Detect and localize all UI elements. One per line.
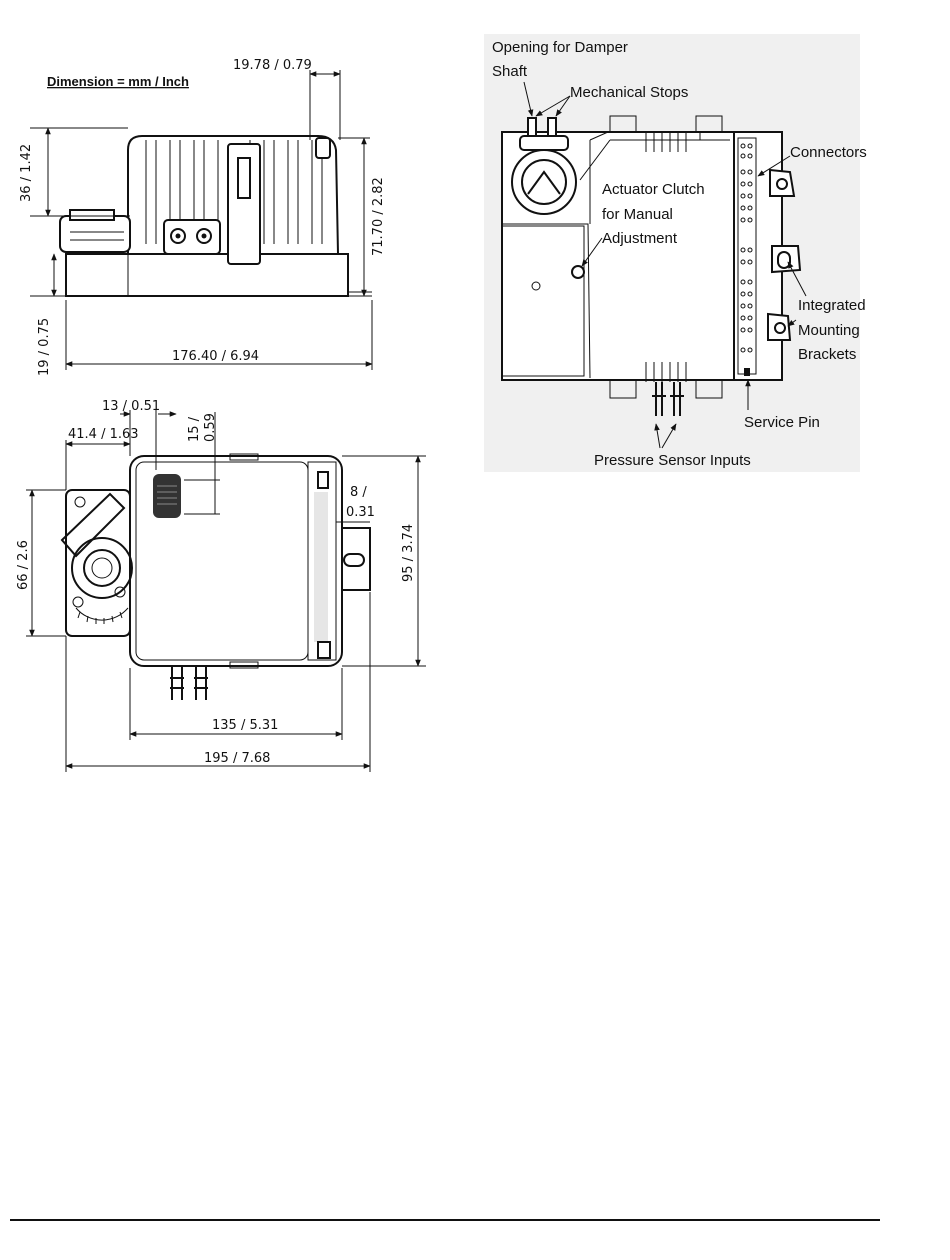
- callout-pressure-inputs: Pressure Sensor Inputs: [594, 452, 751, 469]
- side-top-offset-label: 19.78 / 0.79: [233, 58, 312, 73]
- callout-service-pin: Service Pin: [744, 414, 820, 431]
- side-view-base: [66, 254, 348, 296]
- callout-clutch-1: Actuator Clutch: [602, 181, 705, 198]
- top-dim-8-label-2: 0.31: [346, 505, 375, 520]
- callout-damper-shaft-1: Opening for Damper: [492, 39, 628, 56]
- callout-mechanical-stops: Mechanical Stops: [570, 84, 689, 101]
- top-dim-195-label: 195 / 7.68: [204, 751, 271, 766]
- top-dim-8-label-1: 8 /: [350, 485, 367, 500]
- top-dim-15-label-2: 0.59: [203, 413, 218, 442]
- top-dim-15-label-1: 15 /: [187, 416, 202, 442]
- callout-clutch-3: Adjustment: [602, 230, 678, 247]
- callout-clutch-2: for Manual: [602, 206, 673, 223]
- side-overall-length-label: 176.40 / 6.94: [172, 349, 260, 364]
- side-right-height-label: 71.70 / 2.82: [371, 177, 386, 256]
- side-view-drawing: [19, 58, 386, 376]
- top-dim-66-label: 66 / 2.6: [16, 540, 31, 590]
- callout-connectors: Connectors: [790, 144, 867, 161]
- callout-brackets-3: Brackets: [798, 346, 857, 363]
- feature-callout-diagram: [484, 34, 867, 472]
- top-dim-41-label: 41.4 / 1.63: [68, 427, 139, 442]
- top-dim-13-label: 13 / 0.51: [102, 399, 161, 414]
- dimension-unit-legend: Dimension = mm / Inch: [47, 74, 189, 89]
- side-left-height-top-label: 36 / 1.42: [19, 143, 34, 202]
- top-view-pressure-ports: [170, 666, 208, 700]
- top-view-drawing: [16, 399, 426, 772]
- callout-brackets-2: Mounting: [798, 322, 860, 339]
- top-dim-95-label: 95 / 3.74: [401, 523, 416, 582]
- top-view-manual-button: [153, 474, 181, 518]
- side-view-clamp: [60, 216, 130, 252]
- top-view-terminal-strip: [314, 492, 328, 642]
- service-pin-marker: [744, 368, 750, 376]
- top-dim-135-label: 135 / 5.31: [212, 718, 279, 733]
- callout-brackets-1: Integrated: [798, 297, 866, 314]
- device-body: [502, 132, 734, 380]
- side-left-height-bottom-label: 19 / 0.75: [37, 317, 52, 376]
- callout-damper-shaft-2: Shaft: [492, 63, 528, 80]
